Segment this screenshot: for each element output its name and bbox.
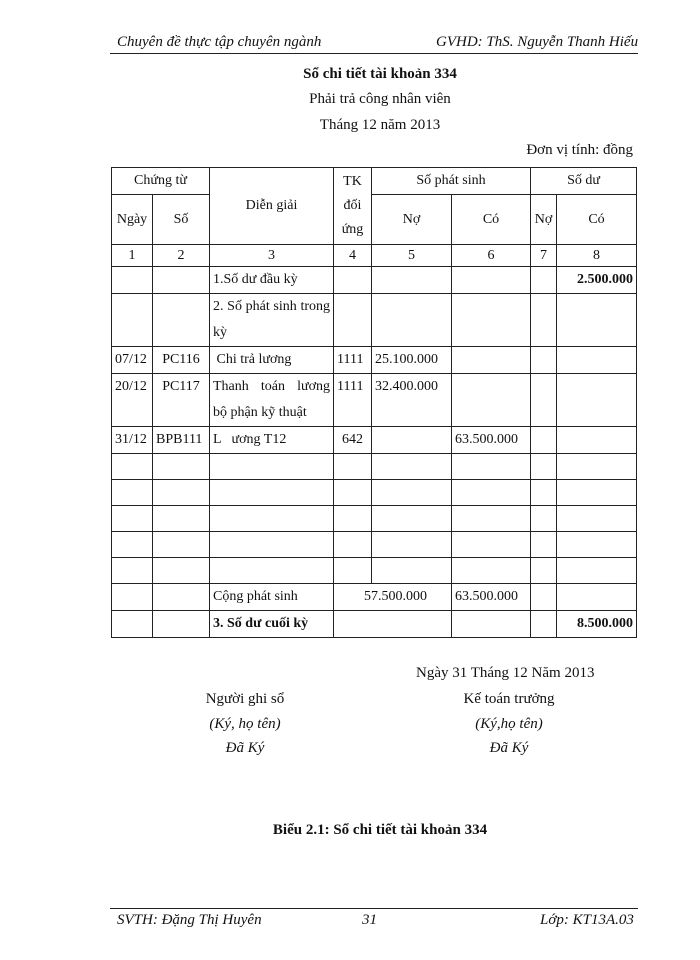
sign-date: Ngày 31 Tháng 12 Năm 2013 (416, 665, 595, 681)
col-number: 3 (210, 245, 334, 267)
cell-dien-giai: 1.Số dư đầu kỳ (210, 267, 334, 294)
cell-so: BPB111 (153, 427, 210, 454)
cell-du-no (531, 267, 557, 294)
cell-du-co (557, 294, 637, 347)
col-dien-giai: Diễn giải (210, 168, 334, 245)
cell-ngay: 31/12 (112, 427, 153, 454)
cell-du-no (531, 427, 557, 454)
cell-tk (334, 267, 372, 294)
cell-dien-giai: 2. Số phát sinh trong kỳ (210, 294, 334, 347)
table-row-empty (112, 532, 637, 558)
cell-no (372, 267, 452, 294)
cell-co (452, 294, 531, 347)
document-subtitle: Phải trả công nhân viên (309, 91, 451, 107)
ledger-table (111, 167, 637, 638)
col-tk-line-2: đối (343, 198, 362, 213)
col-co: Có (452, 195, 531, 245)
unit-label: Đơn vị tính: đồng (526, 142, 633, 158)
col-du-no: Nợ (531, 195, 557, 245)
cell-ngay (112, 294, 153, 347)
cell-du-co (557, 347, 637, 374)
table-row (112, 294, 637, 347)
cell-tk: 642 (334, 427, 372, 454)
col-number: 6 (452, 245, 531, 267)
cell-co (452, 267, 531, 294)
cell-tk: 1111 (334, 374, 372, 427)
table-row (112, 374, 637, 427)
cell-no (372, 294, 452, 347)
page-number: 31 (362, 912, 377, 928)
col-tk-line-1: TK (343, 174, 362, 189)
cong-phat-sinh-co: 63.500.000 (452, 584, 531, 611)
cell-du-co: 2.500.000 (557, 267, 637, 294)
table-row-empty (112, 506, 637, 532)
cell-so (153, 294, 210, 347)
cell-no: 25.100.000 (372, 347, 452, 374)
col-tk-line-3: ứng (341, 222, 364, 237)
footer-right: Lớp: KT13A.03 (540, 912, 634, 928)
cell-dien-giai: Thanh toán lương bộ phận kỹ thuật (210, 374, 334, 427)
so-du-cuoi-ky-label: 3. Số dư cuối kỳ (210, 611, 334, 638)
cong-phat-sinh-no: 57.500.000 (334, 584, 452, 611)
col-so: Số (153, 195, 210, 245)
cell-ngay: 20/12 (112, 374, 153, 427)
sign-left-note: (Ký, họ tên) (209, 716, 281, 732)
col-so-phat-sinh: Số phát sinh (372, 168, 531, 195)
footer-divider (110, 908, 638, 909)
figure-caption: Biểu 2.1: Sổ chi tiết tài khoản 334 (272, 822, 488, 838)
table-row-closing (112, 611, 637, 638)
table-row-empty (112, 558, 637, 584)
col-number: 2 (153, 245, 210, 267)
sign-right-title: Kế toán trưởng (463, 691, 555, 707)
col-number: 4 (334, 245, 372, 267)
cell-so: PC116 (153, 347, 210, 374)
cell-co: 63.500.000 (452, 427, 531, 454)
col-number: 8 (557, 245, 637, 267)
document-period: Tháng 12 năm 2013 (319, 117, 441, 133)
col-du-co: Có (557, 195, 637, 245)
cell-no: 32.400.000 (372, 374, 452, 427)
document-title: Sổ chi tiết tài khoản 334 (303, 66, 457, 82)
sign-left-signature: Đã Ký (225, 740, 265, 756)
table-row (112, 427, 637, 454)
col-tk-doi-ung (334, 168, 372, 245)
cong-phat-sinh-label: Cộng phát sinh (210, 584, 334, 611)
cell-du-co (557, 374, 637, 427)
table-row-total (112, 584, 637, 611)
cell-tk: 1111 (334, 347, 372, 374)
header-left: Chuyên đề thực tập chuyên ngành (117, 34, 322, 50)
cell-dien-giai: Chi trả lương (210, 347, 334, 374)
cell-no (372, 427, 452, 454)
cell-du-no (531, 347, 557, 374)
cell-du-no (531, 374, 557, 427)
cell-dien-giai: L ương T12 (210, 427, 334, 454)
cell-tk (334, 294, 372, 347)
col-chung-tu: Chứng từ (112, 168, 210, 195)
sign-left-title: Người ghi sổ (205, 691, 285, 707)
col-ngay: Ngày (112, 195, 153, 245)
cell-du-co (557, 427, 637, 454)
cell-ngay (112, 267, 153, 294)
cell-co (452, 374, 531, 427)
col-no: Nợ (372, 195, 452, 245)
col-number: 1 (112, 245, 153, 267)
footer-left: SVTH: Đặng Thị Huyên (117, 912, 262, 928)
cell-co (452, 347, 531, 374)
cell-ngay: 07/12 (112, 347, 153, 374)
table-row-empty (112, 454, 637, 480)
cell-du-no (531, 294, 557, 347)
table-row (112, 347, 637, 374)
col-number: 5 (372, 245, 452, 267)
table-row-empty (112, 480, 637, 506)
col-so-du: Số dư (531, 168, 637, 195)
col-number: 7 (531, 245, 557, 267)
table-row (112, 267, 637, 294)
header-divider (110, 53, 638, 54)
sign-right-signature: Đã Ký (489, 740, 529, 756)
sign-right-note: (Ký,họ tên) (475, 716, 543, 732)
so-du-cuoi-ky-co: 8.500.000 (557, 611, 637, 638)
cell-so (153, 267, 210, 294)
header-right: GVHD: ThS. Nguyễn Thanh Hiếu (436, 34, 639, 50)
cell-so: PC117 (153, 374, 210, 427)
